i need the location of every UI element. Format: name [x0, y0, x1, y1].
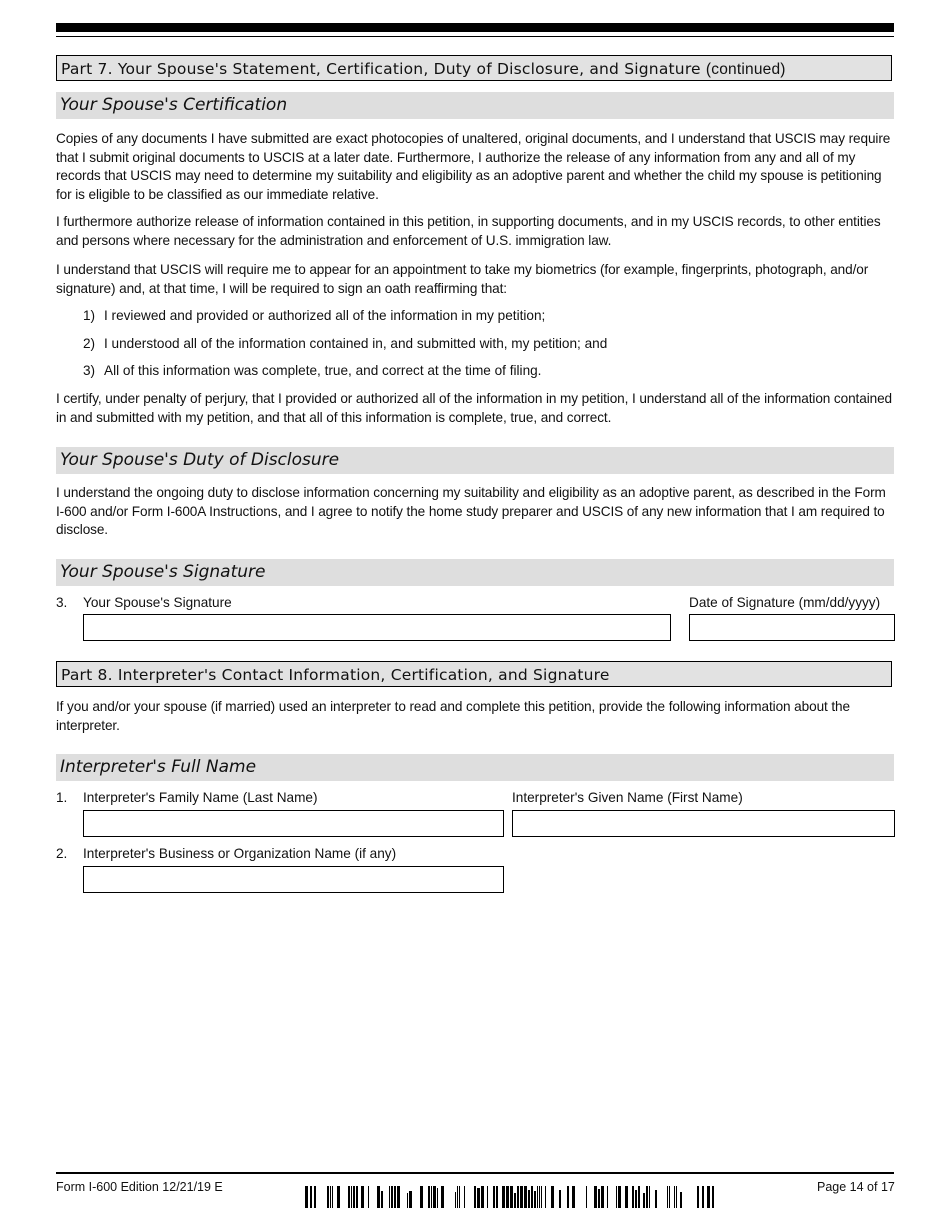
- certification-paragraph-1: Copies of any documents I have submitted are exact photocopies of unaltered, original documents, and I understand that USCIS may require that I submit original documents to USCIS at a later date. Furthermore, I authorize the release of any information from any and all of my records that USCIS may need to determine my suitability and eligibility as an adoptive parent and whether the child my spouse is petitioning for is eligible to be classified as our immediate relative.: [56, 131, 891, 202]
- signature-date-field[interactable]: [689, 614, 895, 641]
- certification-paragraph-4: I certify, under penalty of perjury, that I provided or authorized all of the information in my petition, I understand all of the information contained in and submitted with my petition, and that all of this information is complete, true, and correct.: [56, 391, 892, 425]
- oath-item-text: I understood all of the information contained in, and submitted with, my petition; and: [104, 336, 608, 351]
- interpreter-family-name-field[interactable]: [83, 810, 504, 837]
- interpreter-business-label: Interpreter's Business or Organization Name (if any): [83, 846, 397, 861]
- part8-intro-paragraph: If you and/or your spouse (if married) used an interpreter to read and complete this petition, provide the following information about the interpreter.: [56, 699, 850, 733]
- oath-item-number: 1): [83, 308, 96, 323]
- item-number-3: 3.: [56, 595, 68, 610]
- top-rule-thin: [56, 36, 894, 37]
- oath-item-number: 3): [83, 363, 96, 378]
- oath-item: [83, 335, 883, 353]
- interpreter-given-name-field[interactable]: [512, 810, 895, 837]
- oath-item: [83, 307, 883, 325]
- top-rule-thick: [56, 23, 894, 32]
- item-number-1: 1.: [56, 790, 68, 805]
- part7-header-title: Part 7. Your Spouse's Statement, Certification, Duty of Disclosure, and Signature: [61, 60, 706, 78]
- interpreter-family-name-label: Interpreter's Family Name (Last Name): [83, 790, 318, 805]
- part8-header: Part 8. Interpreter's Contact Information, Certification, and Signature: [56, 661, 892, 687]
- certification-paragraph-3: I understand that USCIS will require me to appear for an appointment to take my biometrics (for example, fingerprints, photograph, and/or signature) and, at that time, I will be required to sign an oath reaffirming that:: [56, 262, 869, 296]
- section-header-disclosure: Your Spouse's Duty of Disclosure: [56, 447, 894, 474]
- disclosure-paragraph: I understand the ongoing duty to disclose information concerning my suitability and eligibility as an adoptive parent, as described in the Form I-600 and/or Form I-600A Instructions, and I agree to notify the home study preparer and USCIS of any new information that I am required to disclose.: [56, 485, 886, 537]
- oath-item-text: I reviewed and provided or authorized all of the information in my petition;: [104, 308, 546, 323]
- item-number-2: 2.: [56, 846, 68, 861]
- spouse-signature-label: Your Spouse's Signature: [83, 595, 232, 610]
- oath-item-number: 2): [83, 336, 96, 351]
- barcode-icon: [305, 1186, 715, 1208]
- interpreter-given-name-label: Interpreter's Given Name (First Name): [512, 790, 743, 805]
- signature-date-label: Date of Signature (mm/dd/yyyy): [689, 595, 881, 610]
- section-header-signature: Your Spouse's Signature: [56, 559, 894, 586]
- part7-header: [56, 55, 892, 81]
- footer-rule: [56, 1172, 894, 1174]
- footer-page-number: Page 14 of 17: [817, 1180, 895, 1194]
- oath-item-text: All of this information was complete, true, and correct at the time of filing.: [104, 363, 542, 378]
- section-header-certification: Your Spouse's Certification: [56, 92, 894, 119]
- section-header-interpreter-name: Interpreter's Full Name: [56, 754, 894, 781]
- part7-header-continued: (continued): [705, 61, 786, 78]
- interpreter-business-field[interactable]: [83, 866, 504, 893]
- oath-item: [83, 362, 883, 380]
- spouse-signature-field[interactable]: [83, 614, 671, 641]
- footer-form-edition: Form I-600 Edition 12/21/19 E: [56, 1180, 223, 1194]
- certification-paragraph-2: I furthermore authorize release of information contained in this petition, in supporting documents, and in my USCIS records, to other entities and persons where necessary for the administration and enforcement of U.S. immigration law.: [56, 214, 881, 248]
